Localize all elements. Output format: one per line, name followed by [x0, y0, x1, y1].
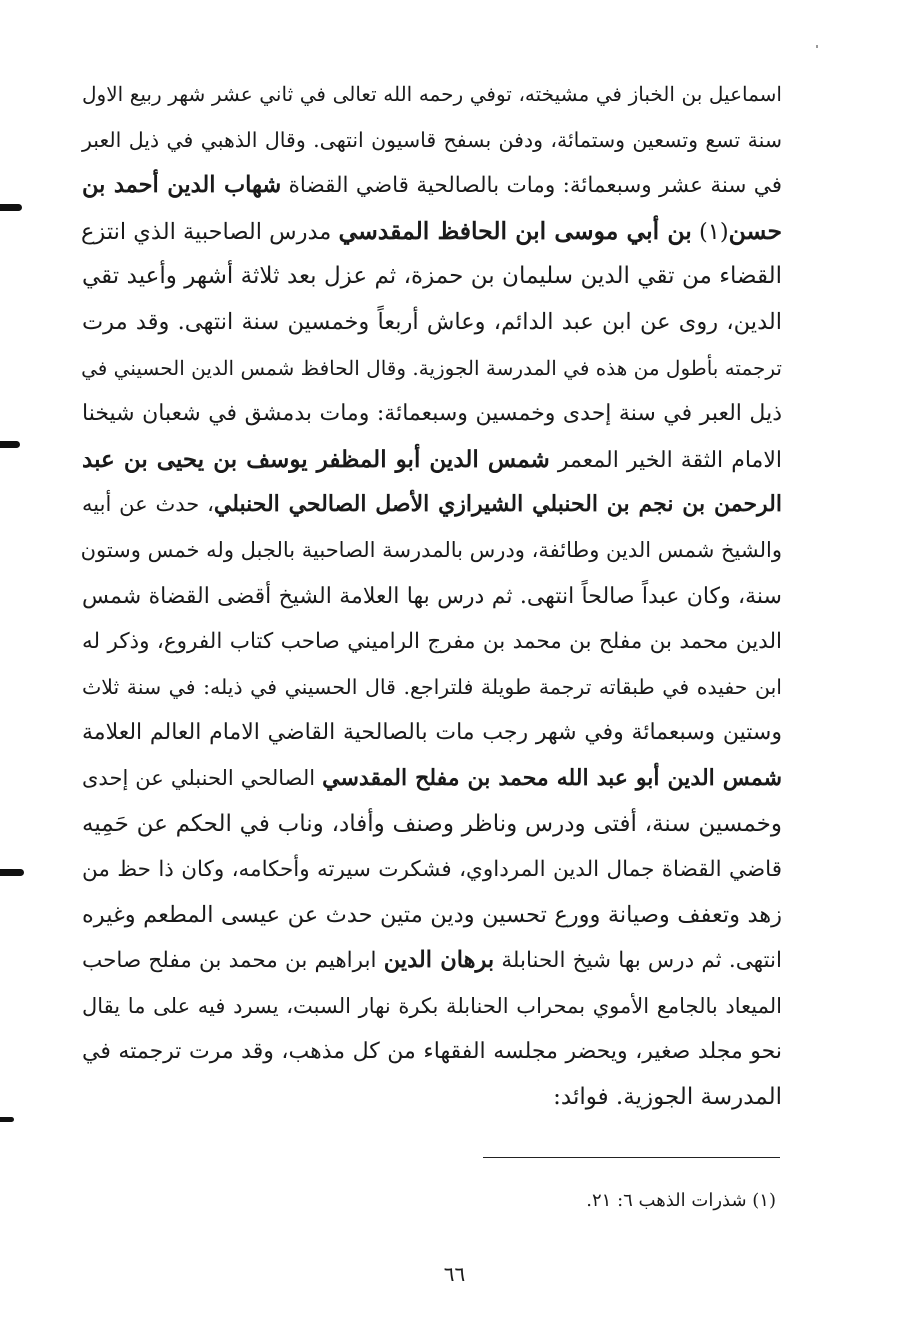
text-line [82, 72, 782, 118]
text-line [82, 209, 782, 255]
bold-name-segment: الرحمن بن نجم بن الحنبلي الشيرازي الأصل الصالحي الحنبلي [213, 491, 782, 518]
footnote-separator [483, 1157, 780, 1158]
bold-name-segment: شمس الدين أبو المظفر يوسف بن يحيى بن عبد [82, 445, 550, 473]
text-line [82, 300, 782, 346]
bold-name-segment: شمس الدين أبو عبد الله محمد بن مفلح المقدسي [322, 764, 782, 791]
text-segment: قاضي القضاة جمال الدين المرداوي، فشكرت سيرته وأحكامه، وكان ذا حظ من [82, 857, 782, 883]
text-segment: الامام الثقة الخير المعمر [549, 447, 783, 473]
text-segment: المدرسة الجوزية. فوائد: [553, 1084, 782, 1111]
text-line [82, 528, 782, 574]
text-segment: نحو مجلد صغير، ويحضر مجلسه الفقهاء من كل مذهب، وقد مرت ترجمته في [82, 1039, 782, 1065]
text-line [82, 665, 782, 711]
text-segment: زهد وتعفف وصيانة وورع تحسين ودين متين حدث عن عيسى المطعم وغيره [82, 901, 782, 928]
text-line [82, 1029, 782, 1075]
text-segment: وخمسين سنة، أفتى ودرس وناظر وصنف وأفاد، وناب في الحكم عن حَمِيه [82, 810, 782, 837]
page-speck [816, 45, 818, 48]
text-line [82, 118, 782, 164]
text-segment: ذيل العبر في سنة إحدى وخمسين وسبعمائة: ومات بدمشق في شعبان شيخنا [82, 401, 782, 427]
text-line [82, 938, 782, 984]
text-line [82, 574, 782, 620]
page-number: ٦٦ [443, 1262, 466, 1286]
text-line [82, 619, 782, 665]
text-segment: ، حدث عن أبيه [82, 492, 214, 517]
binding-mark [0, 869, 24, 876]
text-line [82, 984, 782, 1030]
text-segment: الدين محمد بن مفلح بن محمد بن مفرج الراميني صاحب كتاب الفروع، وذكر له [82, 629, 782, 655]
text-line [82, 893, 782, 939]
text-line [82, 163, 782, 209]
text-segment: الدين، روى عن ابن عبد الدائم، وعاش أربعاً وخمسين سنة انتهى. وقد مرت [82, 308, 782, 335]
text-line [82, 710, 782, 756]
text-segment: سنة تسع وتسعين وستمائة، ودفن بسفح قاسيون انتهى. وقال الذهبي في ذيل العبر [82, 127, 782, 152]
text-segment: في سنة عشر وسبعمائة: ومات بالصالحية قاضي القضاة [281, 173, 783, 199]
binding-mark [0, 441, 20, 448]
bold-name-segment: شهاب الدين أحمد بن [82, 172, 282, 199]
binding-mark [0, 204, 22, 211]
text-line [82, 847, 782, 893]
text-segment: ابن حفيده في طبقاته ترجمة طويلة فلتراجع. قال الحسيني في ذيله: في سنة ثلاث [82, 674, 782, 699]
text-segment: الصالحي الحنبلي عن إحدى [82, 765, 323, 790]
text-line [82, 482, 782, 528]
text-segment: والشيخ شمس الدين وطائفة، ودرس بالمدرسة الصاحبية بالجبل وله خمس وستون [80, 537, 782, 562]
text-segment: انتهى. ثم درس بها شيخ الحنابلة [494, 948, 782, 974]
text-segment: سنة، وكان عبداً صالحاً انتهى. ثم درس بها العلامة الشيخ أقضى القضاة شمس [82, 583, 782, 609]
text-line [82, 391, 782, 437]
text-line [82, 1075, 782, 1121]
main-text-block [82, 72, 782, 1121]
text-line [82, 437, 782, 483]
footnote: (١) شذرات الذهب ٦: ٢١. [586, 1190, 776, 1211]
text-line [82, 254, 782, 300]
text-segment: (١) [691, 218, 729, 245]
bold-name-segment: برهان الدين [383, 947, 495, 974]
binding-mark [0, 1117, 14, 1122]
text-segment: ابراهيم بن محمد بن مفلح صاحب [82, 948, 384, 974]
text-line [82, 756, 782, 802]
bold-name-segment: حسن [728, 216, 782, 245]
text-segment: ترجمته بأطول من هذه في المدرسة الجوزية. وقال الحافظ شمس الدين الحسيني في [81, 355, 782, 380]
text-segment: اسماعيل بن الخباز في مشيخته، توفي رحمه الله تعالى في ثاني عشر شهر ربيع الاول [82, 82, 782, 106]
text-segment: القضاء من تقي الدين سليمان بن حمزة، ثم عزل بعد ثلاثة أشهر وأعيد تقي [82, 263, 782, 290]
text-line [82, 802, 782, 848]
text-segment: وستين وسبعمائة وفي شهر رجب مات بالصالحية القاضي الامام العالم العلامة [82, 720, 782, 746]
bold-name-segment: بن أبي موسى ابن الحافظ المقدسي [338, 216, 692, 245]
text-line [82, 346, 782, 392]
text-segment: مدرس الصاحبية الذي انتزع [81, 218, 339, 245]
text-segment: الميعاد بالجامع الأموي بمحراب الحنابلة بكرة نهار السبت، يسرد فيه على ما يقال [82, 993, 782, 1018]
